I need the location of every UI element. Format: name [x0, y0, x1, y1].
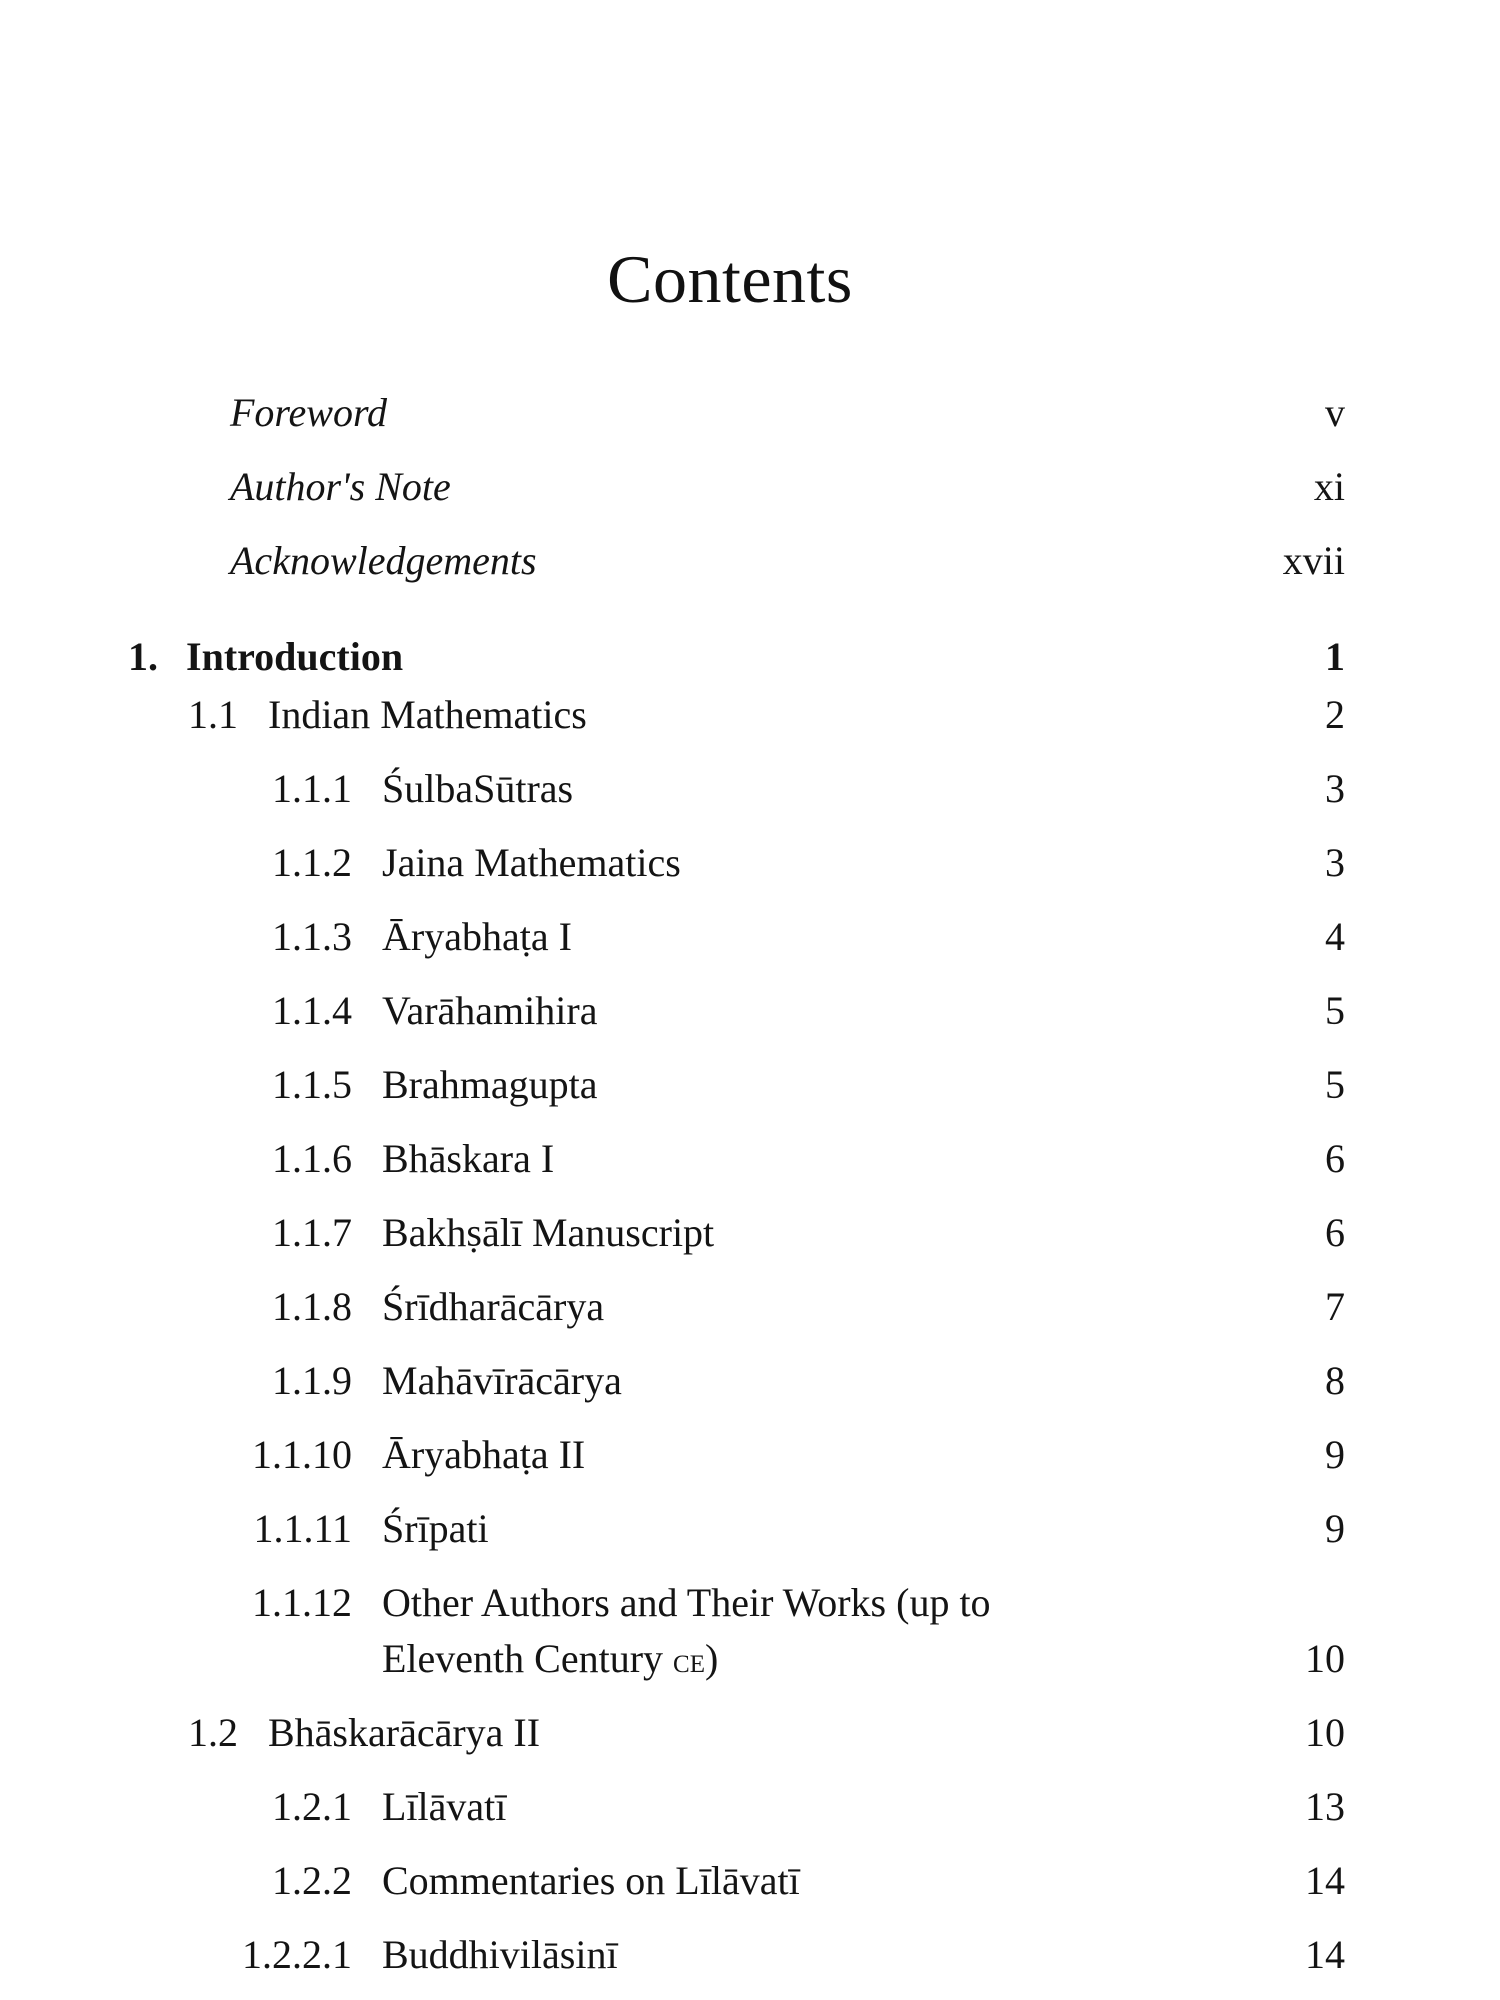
toc-entry-number: 1.1.8 — [272, 1284, 352, 1329]
toc-entry-page: xvii — [1282, 538, 1345, 583]
toc-entry-page: 6 — [1325, 1210, 1345, 1255]
toc-entry-page: 10 — [1305, 1710, 1345, 1755]
toc-entry-page: 7 — [1325, 1284, 1345, 1329]
toc-entry-label: Acknowledgements — [230, 538, 537, 583]
toc-entry-number: 1.1.11 — [253, 1506, 352, 1551]
toc-entry-page: 9 — [1325, 1432, 1345, 1477]
toc-entry-label: Foreword — [230, 390, 388, 435]
toc-entry-label: Buddhivilāsinī — [382, 1932, 618, 1977]
toc-entry-label: Indian Mathematics — [268, 692, 587, 737]
toc-entry-page: 5 — [1325, 1062, 1345, 1107]
toc-entry-page: 8 — [1325, 1358, 1345, 1403]
toc-entry-page: 9 — [1325, 1506, 1345, 1551]
toc-entry-label: Brahmagupta — [382, 1062, 598, 1107]
closing-paren: ) — [705, 1636, 719, 1681]
toc-entry-page: 2 — [1325, 692, 1345, 737]
toc-entry-page: 4 — [1325, 914, 1345, 959]
toc-entry-number: 1. — [128, 634, 158, 679]
toc-entry-number: 1.1.4 — [272, 988, 352, 1033]
toc-entry-number: 1.1.3 — [272, 914, 352, 959]
toc-entry-label: Author's Note — [230, 464, 451, 509]
toc-entry-label-continued — [382, 1631, 718, 1688]
toc-entry-page: 14 — [1305, 1932, 1345, 1977]
toc-entry-label: Varāhamihira — [382, 988, 598, 1033]
era-abbreviation: ce — [673, 1640, 705, 1680]
toc-entry-number: 1.1.2 — [272, 840, 352, 885]
toc-entry-label: Śrīdharācārya — [382, 1284, 605, 1329]
toc-entry-page: 1 — [1325, 634, 1345, 679]
toc-entry-label: Bakhṣālī Manuscript — [382, 1210, 715, 1255]
toc-entry-label: ŚulbaSūtras — [382, 766, 574, 811]
toc-entry-page: v — [1325, 390, 1345, 435]
toc-entry-page: 5 — [1325, 988, 1345, 1033]
toc-entry-label: Commentaries on Līlāvatī — [382, 1858, 800, 1903]
toc-entry-number: 1.1.6 — [272, 1136, 352, 1181]
toc-entry-label: Introduction — [186, 634, 404, 679]
toc-entry-number: 1.1 — [188, 692, 238, 737]
toc-entry-page: 10 — [1305, 1636, 1345, 1681]
toc-entry-label: Śrīpati — [382, 1506, 489, 1551]
toc-entry-label: Bhāskara I — [382, 1136, 555, 1181]
toc-entry-number: 1.1.7 — [272, 1210, 352, 1255]
toc-entry-number: 1.2.2.1 — [242, 1932, 352, 1977]
toc-entry-label: Līlāvatī — [382, 1784, 507, 1829]
toc-entry-label: Āryabhaṭa I — [382, 914, 572, 959]
toc-entry-page: 14 — [1305, 1858, 1345, 1903]
toc-entry-page: 6 — [1325, 1136, 1345, 1181]
toc-entry-number: 1.1.9 — [272, 1358, 352, 1403]
page-title: Contents — [607, 241, 853, 317]
toc-entry-number: 1.2.2 — [272, 1858, 352, 1903]
toc-entry-page: 13 — [1305, 1784, 1345, 1829]
toc-entry-page: 3 — [1325, 840, 1345, 885]
toc-entry-number: 1.1.12 — [252, 1580, 352, 1625]
toc-entry-label: Āryabhaṭa II — [382, 1432, 586, 1477]
toc-entry-label: Jaina Mathematics — [382, 840, 681, 885]
toc-entry-number: 1.2 — [188, 1710, 238, 1755]
toc-entry-number: 1.1.10 — [252, 1432, 352, 1477]
toc-entry-label: Mahāvīrācārya — [382, 1358, 622, 1403]
toc-entry-label: Bhāskarācārya II — [268, 1710, 541, 1755]
toc-entry-page: xi — [1313, 464, 1345, 509]
toc-entry-number: 1.2.1 — [272, 1784, 352, 1829]
toc-entry-page: 3 — [1325, 766, 1345, 811]
toc-entry-number: 1.1.5 — [272, 1062, 352, 1107]
toc-entry-label: Other Authors and Their Works (up to — [382, 1580, 991, 1625]
toc-entry-number: 1.1.1 — [272, 766, 352, 811]
toc-entry-label-line2: Eleventh Century — [382, 1636, 664, 1681]
